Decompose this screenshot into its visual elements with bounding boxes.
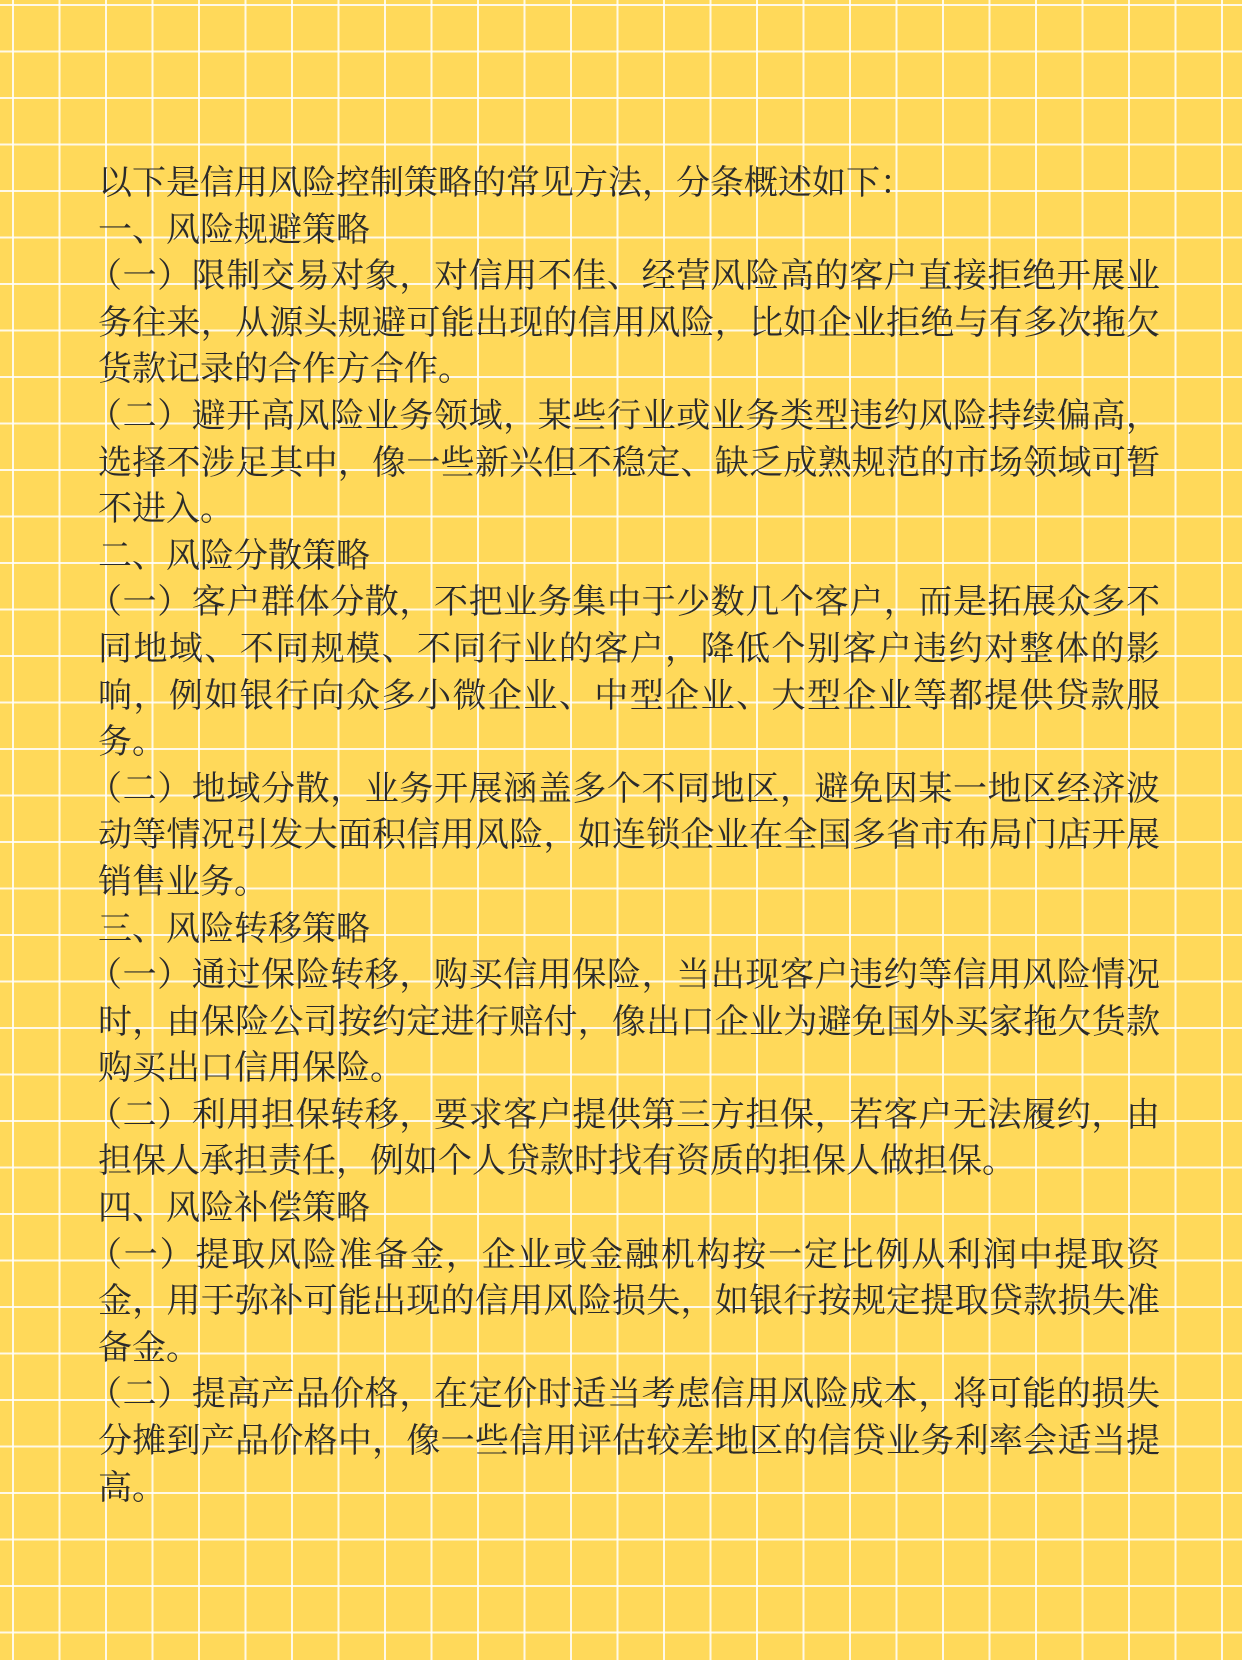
section-2-item-2: （二）地域分散，业务开展涵盖多个不同地区，避免因某一地区经济波动等情况引发大面积信用风险，如连锁企业在全国多省市布局门店开展销售业务。 bbox=[88, 768, 1160, 902]
document-body bbox=[88, 160, 1160, 1511]
section-heading-1: 一、风险规避策略 bbox=[98, 209, 370, 250]
section-3-item-1: （一）通过保险转移，购买信用保险，当出现客户违约等信用风险情况时，由保险公司按约定进行赔付，像出口企业为避免国外买家拖欠货款购买出口信用保险。 bbox=[88, 955, 1160, 1089]
section-2-item-1: （一）客户群体分散，不把业务集中于少数几个客户，而是拓展众多不同地域、不同规模、不同行业的客户，降低个别客户违约对整体的影响，例如银行向众多小微企业、中型企业、大型企业等都提供贷款服务。 bbox=[88, 582, 1160, 763]
section-heading-3: 三、风险转移策略 bbox=[98, 908, 370, 949]
section-heading-4: 四、风险补偿策略 bbox=[98, 1188, 370, 1229]
intro-text: 以下是信用风险控制策略的常见方法，分条概述如下： bbox=[98, 163, 914, 203]
section-heading-2: 二、风险分散策略 bbox=[98, 535, 370, 576]
section-1-item-2: （二）避开高风险业务领域，某些行业或业务类型违约风险持续偏高，选择不涉足其中，像一些新兴但不稳定、缺乏成熟规范的市场领域可暂不进入。 bbox=[88, 395, 1160, 530]
section-4-item-1: （一）提取风险准备金，企业或金融机构按一定比例从利润中提取资金，用于弥补可能出现的信用风险损失，如银行按规定提取贷款损失准备金。 bbox=[88, 1234, 1160, 1368]
section-4-item-2: （二）提高产品价格，在定价时适当考虑信用风险成本，将可能的损失分摊到产品价格中，像一些信用评估较差地区的信贷业务利率会适当提高。 bbox=[88, 1374, 1160, 1508]
section-1-item-1: （一）限制交易对象，对信用不佳、经营风险高的客户直接拒绝开展业务往来，从源头规避可能出现的信用风险，比如企业拒绝与有多次拖欠货款记录的合作方合作。 bbox=[88, 256, 1160, 390]
section-3-item-2: （二）利用担保转移，要求客户提供第三方担保，若客户无法履约，由担保人承担责任，例如个人贷款时找有资质的担保人做担保。 bbox=[88, 1094, 1160, 1182]
